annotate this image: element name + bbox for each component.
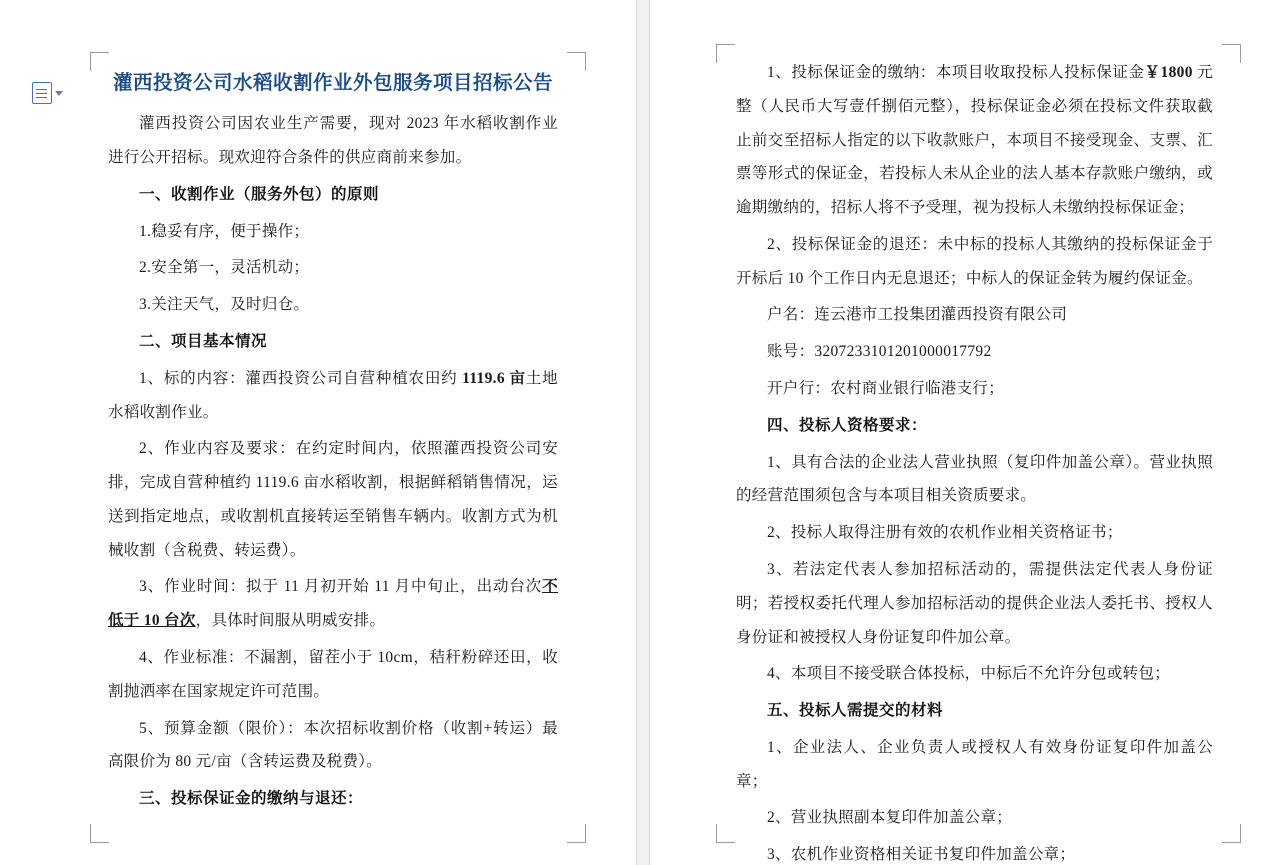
- section-heading: 二、项目基本情况: [139, 332, 268, 350]
- paragraph: 3、若法定代表人参加招标活动的，需提供法定代表人身份证明；若授权委托代理人参加招标活动的提供企业法人委托书、授权人身份证和被授权人身份证复印件加公章。: [736, 560, 1213, 646]
- text-run: 元整（人民币大写壹仟捌佰元整），投标保证金必须在投标文件获取截止前交至招标人指定的以下收款账户，本项目不接受现金、支票、汇票等形式的保证金，若投标人未从企业的法人基本存款账户缴纳，或逾期缴纳的，招标人将不予受理，视为投标人未缴纳投标保证金；: [736, 64, 1213, 217]
- page-title: 灌西投资公司水稻收割作业外包服务项目招标公告: [112, 72, 553, 94]
- text-run: ￥1800: [1144, 64, 1193, 81]
- paragraph: [108, 362, 558, 430]
- page-2-content: [736, 56, 1213, 865]
- paragraph: 1、具有合法的企业法人营业执照（复印件加盖公章）。营业执照的经营范围须包含与本项目相关资质要求。: [736, 453, 1213, 505]
- crop-mark-bottom-right: [567, 824, 586, 843]
- paragraph: 2、投标人取得注册有效的农机作业相关资格证书；: [767, 524, 1123, 542]
- section-heading: 三、投标保证金的缴纳与退还：: [139, 790, 364, 808]
- crop-mark-bottom-right: [1222, 824, 1241, 843]
- crop-mark-top-right: [1222, 44, 1241, 63]
- page-1-content: [108, 70, 558, 819]
- section-heading: 五、投标人需提交的材料: [767, 702, 944, 720]
- section-heading: 四、投标人资格要求：: [767, 416, 928, 434]
- page-1-body: [108, 107, 558, 816]
- paragraph: 5、预算金额（限价）：本次招标收割价格（收割+转运）最高限价为 80 元/亩（含转运费及税费）。: [108, 719, 558, 771]
- paragraph: 1.稳妥有序，便于操作；: [139, 222, 310, 240]
- paragraph: 2、作业内容及要求：在约定时间内，依照灌西投资公司安排，完成自营种植约 1119.6 亩水稻收割，根据鲜稻销售情况，运送到指定地点，或收割机直接转运至销售车辆内。收割方式为机械收割（含税费、转运费）。: [108, 440, 558, 559]
- document-page-1[interactable]: [0, 0, 636, 865]
- document-page-2[interactable]: [650, 0, 1285, 865]
- document-icon: [32, 82, 52, 104]
- crop-mark-top-right: [567, 52, 586, 71]
- paragraph: 2、投标保证金的退还：未中标的投标人其缴纳的投标保证金于开标后 10 个工作日内无息退还；中标人的保证金转为履约保证金。: [736, 235, 1213, 287]
- paragraph: 户名：连云港市工投集团灌西投资有限公司: [767, 306, 1068, 324]
- text-run: 1、投标保证金的缴纳：本项目收取投标人投标保证金: [767, 64, 1145, 81]
- crop-mark-top-left: [716, 44, 735, 63]
- page-2-body: [736, 56, 1213, 865]
- chevron-down-icon[interactable]: [55, 91, 63, 96]
- text-run: 不低于 10 台次: [108, 578, 558, 630]
- crop-mark-top-left: [90, 52, 109, 71]
- text-run: 1119.6 亩: [462, 369, 526, 387]
- paragraph: 4、作业标准：不漏割，留茬小于 10cm，秸秆粉碎还田，收割抛洒率在国家规定许可范围。: [108, 649, 558, 700]
- crop-mark-bottom-left: [716, 824, 735, 843]
- paragraph: 1、企业法人、企业负责人或授权人有效身份证复印件加盖公章；: [736, 738, 1213, 790]
- paragraph: 灌西投资公司因农业生产需要，现对 2023 年水稻收割作业进行公开招标。现欢迎符合条件的供应商前来参加。: [108, 115, 558, 167]
- paragraph: 3.关注天气，及时归仓。: [139, 296, 310, 314]
- text-run: 1、标的内容：灌西投资公司自营种植农田约: [139, 369, 463, 387]
- paragraph: 2、营业执照副本复印件加盖公章；: [767, 809, 1013, 827]
- paragraph: 3、农机作业资格相关证书复印件加盖公章；: [767, 846, 1076, 864]
- paragraph: [108, 570, 558, 638]
- paragraph: 开户行：农村商业银行临港支行；: [767, 380, 1005, 398]
- document-navigator[interactable]: [32, 82, 63, 104]
- paragraph: 4、本项目不接受联合体投标，中标后不允许分包或转包；: [767, 665, 1171, 683]
- crop-mark-bottom-left: [90, 824, 109, 843]
- paragraph: [736, 56, 1213, 225]
- section-heading: 一、收割作业（服务外包）的原则: [139, 185, 380, 203]
- page-gap-divider: [636, 0, 650, 865]
- text-run: 3、作业时间：拟于 11 月初开始 11 月中旬止，出动台次: [139, 578, 543, 596]
- text-run: ，具体时间服从明威安排。: [195, 612, 386, 630]
- text-run: 土地水稻收割作业。: [108, 369, 558, 421]
- paragraph: 账号：3207233101201000017792: [767, 343, 992, 361]
- paragraph: 2.安全第一，灵活机动；: [139, 259, 310, 277]
